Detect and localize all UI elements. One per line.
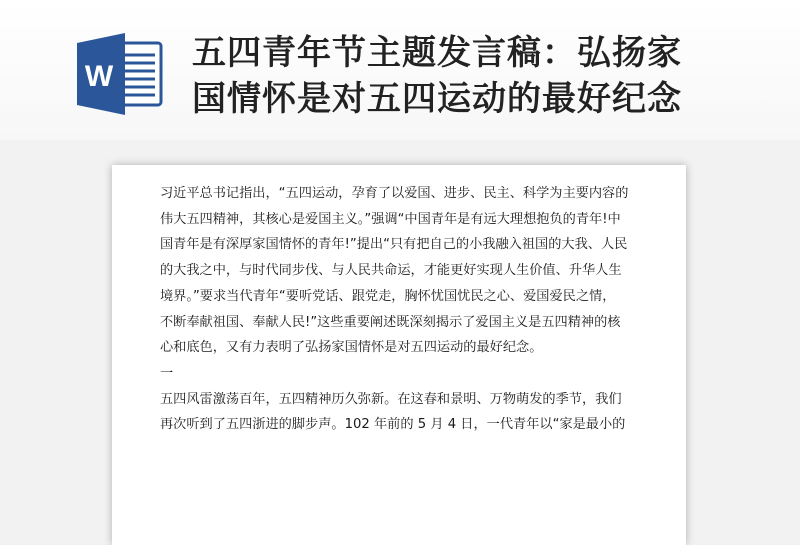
body-line: 再次听到了五四浙进的脚步声。102 年前的 5 月 4 日，一代青年以“家是最小的 <box>160 417 626 433</box>
word-document-icon <box>75 33 165 115</box>
page-title <box>192 30 752 122</box>
document-body <box>160 181 648 438</box>
title-line-2: 国情怀是对五四运动的最好纪念 <box>192 79 682 119</box>
body-line: 国青年是有深厚家国情怀的青年!”提出“只有把自己的小我融入祖国的大我、人民 <box>160 237 628 253</box>
body-line: 习近平总书记指出，“五四运动，孕育了以爱国、进步、民主、科学为主要内容的 <box>160 186 629 201</box>
body-line: 五四风雷激荡百年，五四精神历久弥新。在这春和景明、万物萌发的季节，我们 <box>160 391 622 407</box>
body-line: 的大我之中，与时代同步伐、与人民共命运，才能更好实现人生价值、升华人生 <box>160 263 622 279</box>
body-line: 一 <box>160 365 174 381</box>
body-line: 境界。”要求当代青年“要听党话、跟党走，胸怀忧国忧民之心、爱国爱民之情， <box>160 288 616 304</box>
document-page <box>112 165 686 545</box>
title-line-1: 五四青年节主题发言稿：弘扬家 <box>192 33 682 73</box>
body-line: 心和底色，又有力表明了弘扬家国情怀是对五四运动的最好纪念。 <box>160 340 543 356</box>
body-line: 伟大五四精神，其核心是爱国主义。”强调“中国青年是有远大理想抱负的青年!中 <box>160 211 621 227</box>
body-line: 不断奉献祖国、奉献人民!”这些重要阐述既深刻揭示了爱国主义是五四精神的核 <box>160 314 621 330</box>
document-header <box>0 0 800 140</box>
word-icon-letter: W <box>84 60 114 93</box>
